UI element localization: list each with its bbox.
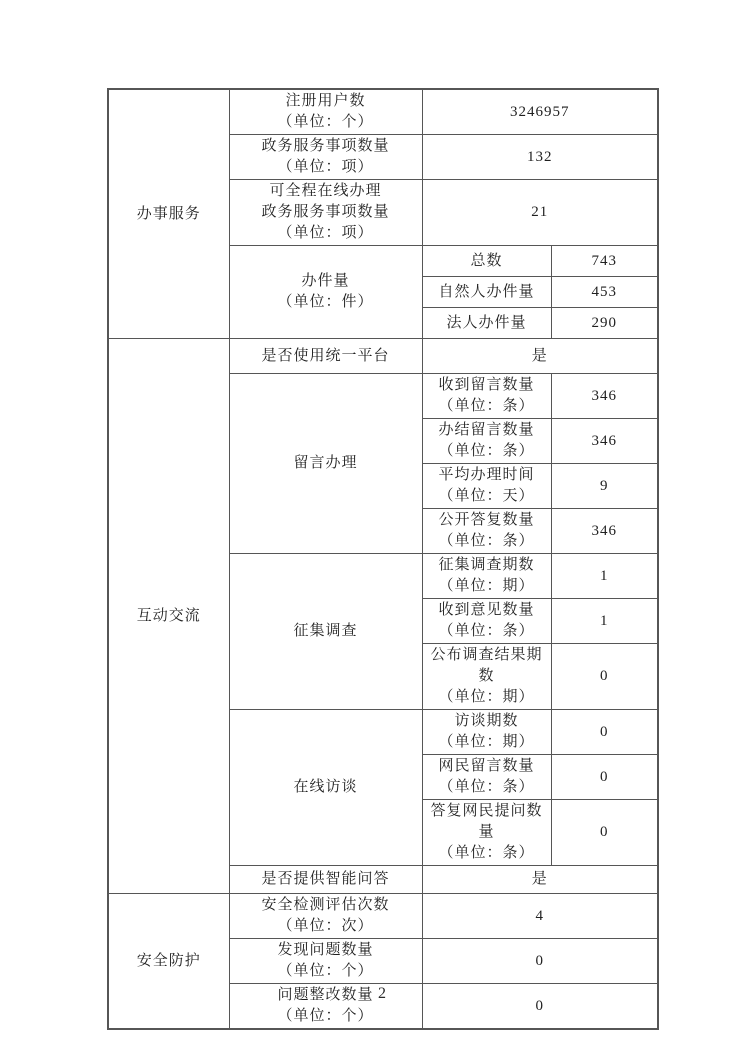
metric-unit-line: （单位：条） — [438, 533, 535, 549]
metric-label — [229, 246, 422, 339]
metric-label — [229, 89, 422, 135]
table-row — [108, 894, 658, 939]
metric-unit-line: （单位：次） — [277, 918, 374, 934]
sub-metric-label — [422, 599, 551, 644]
sub-metric-value: 0 — [551, 710, 658, 755]
metric-label: 是否提供智能问答 — [229, 866, 422, 894]
sub-metric-value: 1 — [551, 599, 658, 644]
sub-metric-value: 0 — [551, 755, 658, 800]
metric-unit-line: （单位：件） — [277, 294, 374, 310]
group-label-security: 安全防护 — [108, 894, 229, 1030]
metric-unit-line: （单位：期） — [438, 689, 535, 705]
sub-metric-value: 346 — [551, 419, 658, 464]
metric-value: 是 — [422, 339, 658, 374]
metric-label-line: 办结留言数量 — [438, 422, 535, 438]
metric-value: 4 — [422, 894, 658, 939]
metric-label — [229, 894, 422, 939]
metric-label: 征集调查 — [229, 554, 422, 710]
sub-metric-label — [422, 509, 551, 554]
sub-metric-label — [422, 374, 551, 419]
metric-label-line: 答复网民提问数量 — [430, 803, 543, 840]
metric-unit-line: （单位：个） — [277, 114, 374, 130]
metric-label — [229, 135, 422, 180]
metric-unit-line: （单位：条） — [438, 623, 535, 639]
sub-metric-label: 法人办件量 — [422, 308, 551, 339]
metric-label: 留言办理 — [229, 374, 422, 554]
metric-label-line: 公布调查结果期数 — [430, 647, 543, 684]
sub-metric-label — [422, 644, 551, 710]
sub-metric-label — [422, 554, 551, 599]
metric-unit-line: （单位：期） — [438, 734, 535, 750]
sub-metric-value: 0 — [551, 644, 658, 710]
metric-label-line: 征集调查期数 — [438, 557, 535, 573]
metric-label-line: 发现问题数量 — [277, 942, 374, 958]
metric-label-line: 安全检测评估次数 — [261, 897, 390, 913]
metric-label-line: 政务服务事项数量 — [261, 138, 390, 154]
metric-label-line: 政务服务事项数量 — [261, 204, 390, 220]
metric-unit-line: （单位：条） — [438, 845, 535, 861]
sub-metric-value: 290 — [551, 308, 658, 339]
sub-metric-value: 0 — [551, 800, 658, 866]
metric-unit-line: （单位：个） — [277, 1008, 374, 1024]
group-label-service: 办事服务 — [108, 89, 229, 339]
metric-value: 3246957 — [422, 89, 658, 135]
metric-label-line: 注册用户数 — [285, 93, 366, 109]
table-row — [108, 89, 658, 135]
metric-label-line: 办件量 — [301, 273, 350, 289]
metric-value: 132 — [422, 135, 658, 180]
sub-metric-label — [422, 464, 551, 509]
statistics-table — [107, 88, 659, 1030]
sub-metric-label — [422, 710, 551, 755]
sub-metric-value: 346 — [551, 374, 658, 419]
metric-unit-line: （单位：项） — [277, 225, 374, 241]
metric-unit-line: （单位：天） — [438, 488, 535, 504]
group-label-interaction: 互动交流 — [108, 339, 229, 894]
metric-unit-line: （单位：条） — [438, 779, 535, 795]
metric-label: 是否使用统一平台 — [229, 339, 422, 374]
sub-metric-value: 743 — [551, 246, 658, 277]
metric-label-line: 平均办理时间 — [438, 467, 535, 483]
metric-label-line: 网民留言数量 — [438, 758, 535, 774]
sub-metric-label: 总数 — [422, 246, 551, 277]
metric-value: 21 — [422, 180, 658, 246]
metric-unit-line: （单位：项） — [277, 159, 374, 175]
metric-label-line: 收到留言数量 — [438, 377, 535, 393]
metric-label-line: 收到意见数量 — [438, 602, 535, 618]
page-number: 2 — [378, 985, 386, 1002]
metric-label-line: 公开答复数量 — [438, 512, 535, 528]
metric-value: 是 — [422, 866, 658, 894]
sub-metric-value: 9 — [551, 464, 658, 509]
metric-unit-line: （单位：期） — [438, 578, 535, 594]
sub-metric-label — [422, 755, 551, 800]
sub-metric-label — [422, 419, 551, 464]
sub-metric-label — [422, 800, 551, 866]
metric-unit-line: （单位：条） — [438, 443, 535, 459]
metric-value: 0 — [422, 939, 658, 984]
sub-metric-value: 346 — [551, 509, 658, 554]
sub-metric-value: 1 — [551, 554, 658, 599]
metric-value: 0 — [422, 984, 658, 1030]
metric-label — [229, 939, 422, 984]
metric-label: 在线访谈 — [229, 710, 422, 866]
sub-metric-value: 453 — [551, 277, 658, 308]
sub-metric-label: 自然人办件量 — [422, 277, 551, 308]
metric-unit-line: （单位：条） — [438, 398, 535, 414]
metric-label-line: 访谈期数 — [454, 713, 519, 729]
metric-unit-line: （单位：个） — [277, 963, 374, 979]
table-row — [108, 339, 658, 374]
metric-label-line: 问题整改数量 — [277, 987, 374, 1003]
metric-label-line: 可全程在线办理 — [269, 183, 382, 199]
metric-label — [229, 180, 422, 246]
